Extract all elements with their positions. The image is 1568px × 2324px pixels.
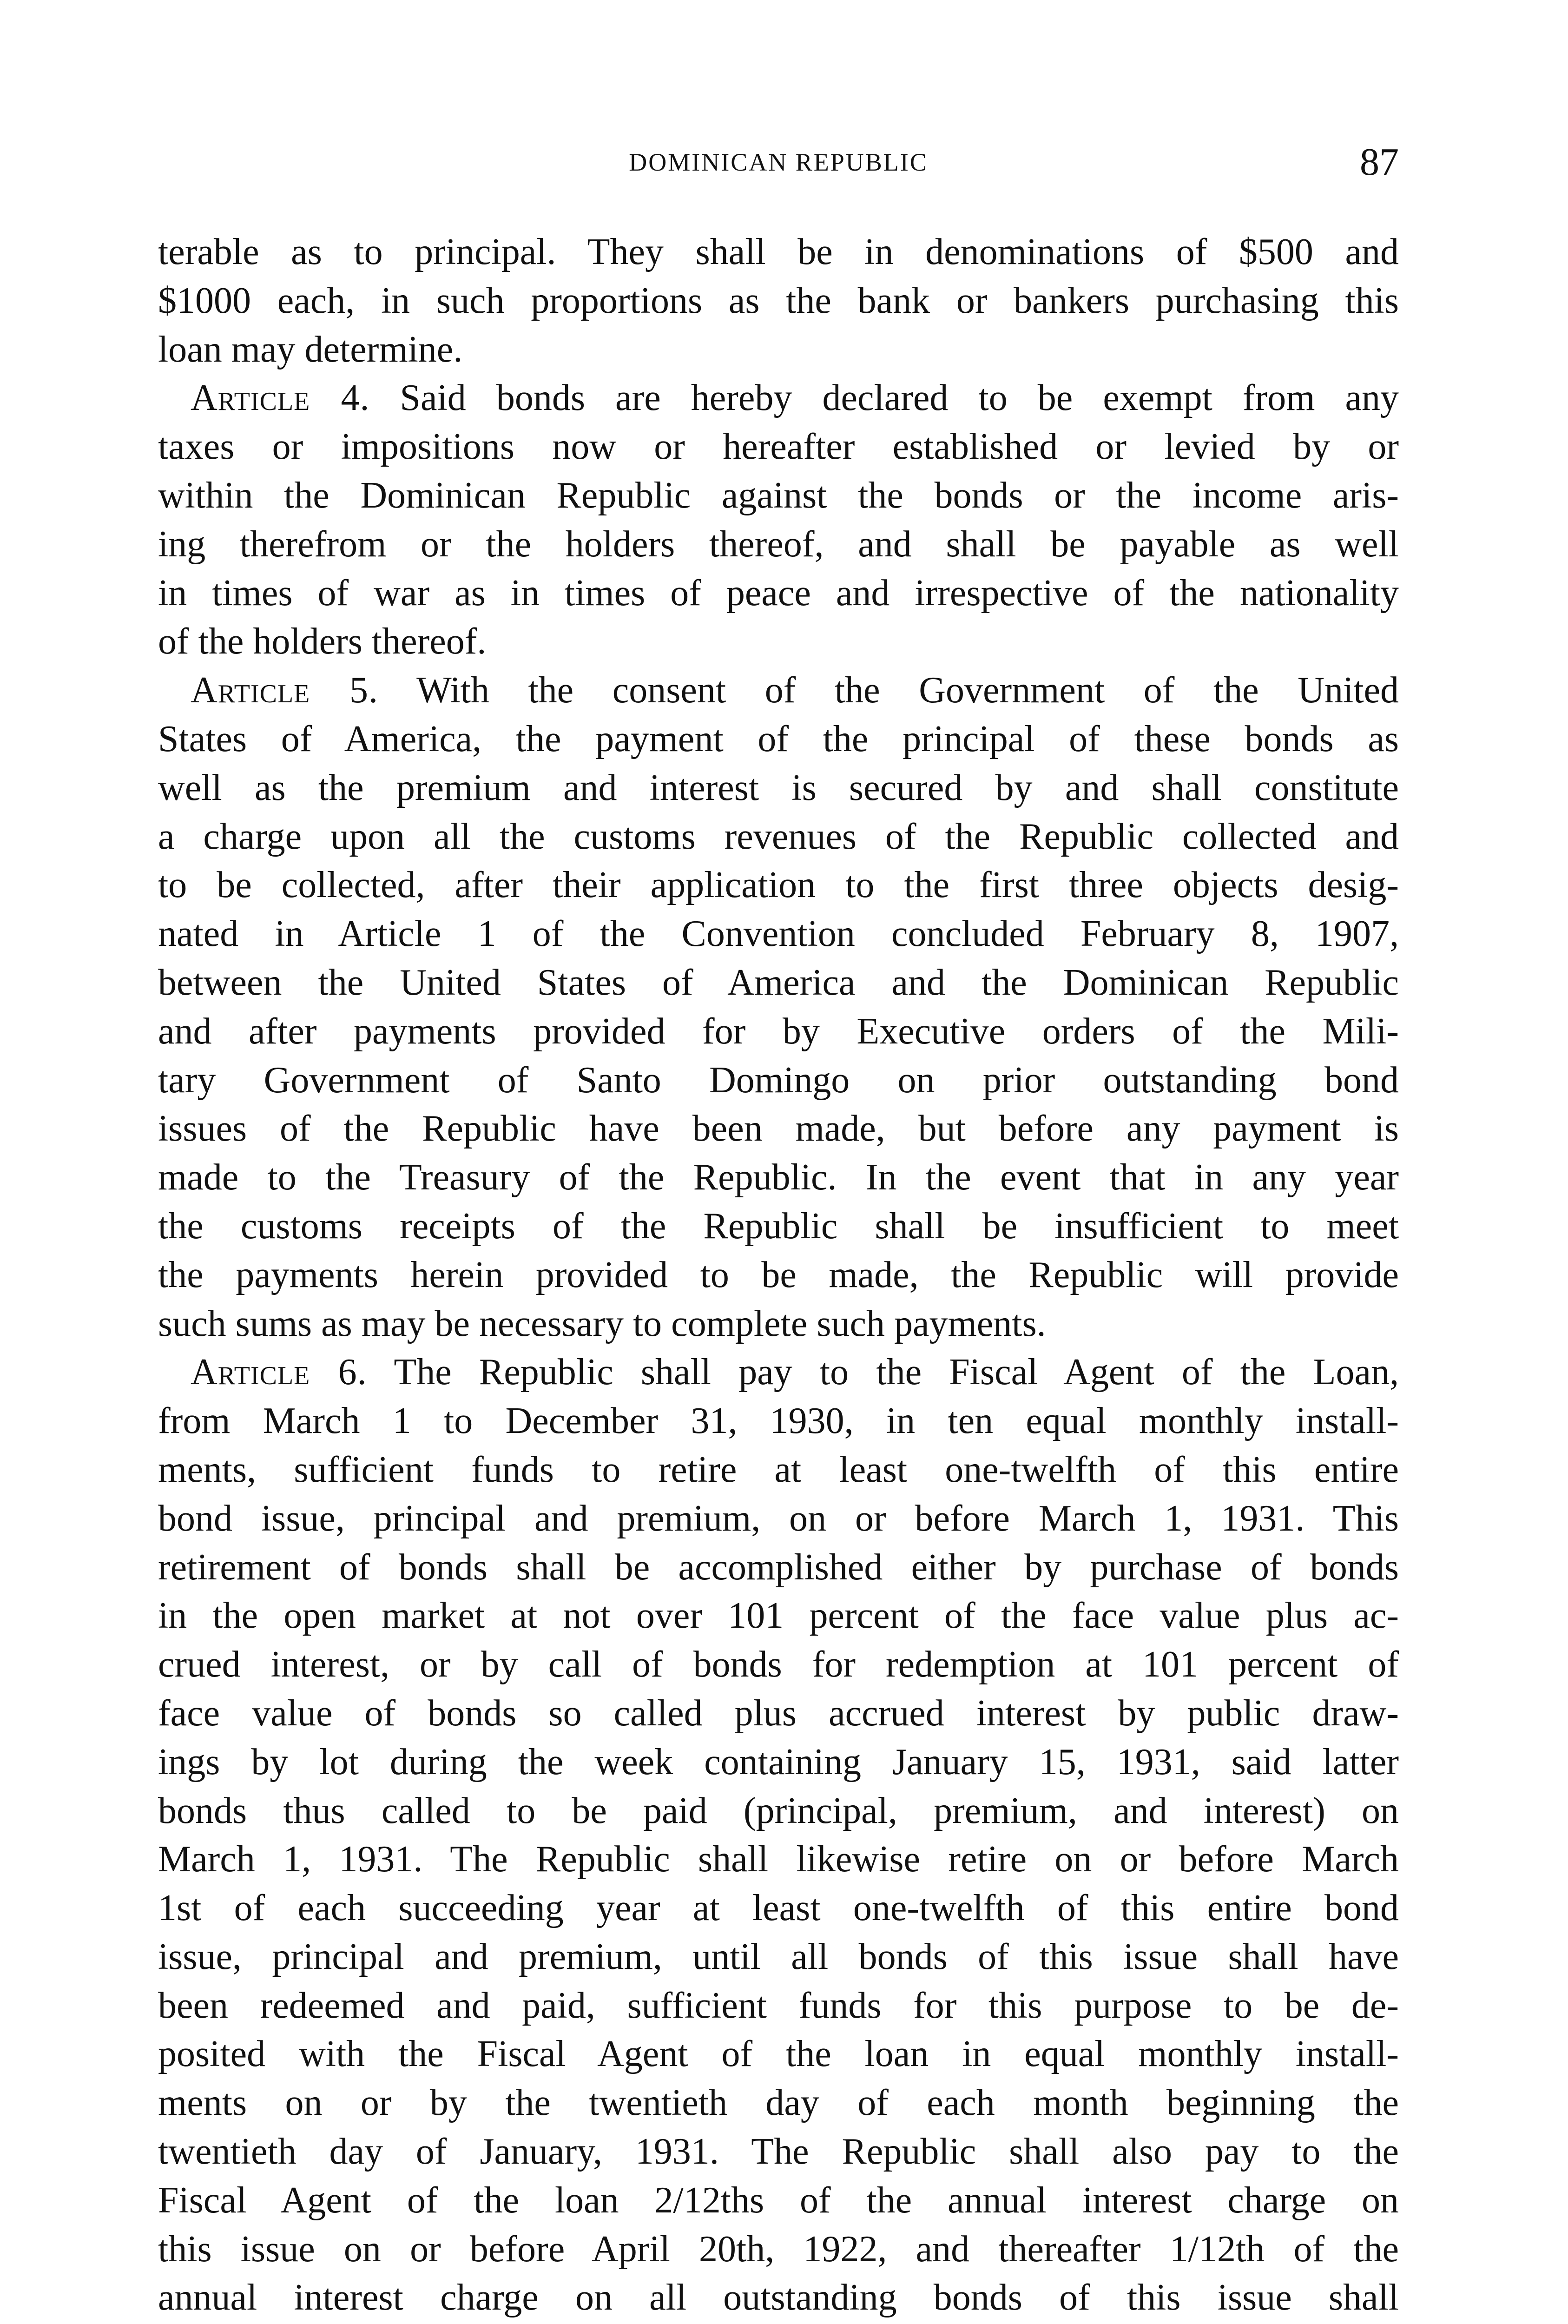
text-line: a charge upon all the customs revenues of the Republic collected and [158,816,1399,857]
text-line: Fiscal Agent of the loan 2/12ths of the annual interest charge on [158,2179,1399,2221]
article-heading: Article 6. [191,1352,367,1393]
text-line: 1st of each succeeding year at least one-twelfth of this entire bond [158,1888,1399,1929]
body-text [158,228,1399,2324]
text-line: retirement of bonds shall be accomplished either by purchase of bonds [158,1546,1399,1588]
article-heading: Article 4. [191,377,370,419]
text-line: within the Dominican Republic against the bonds or the income aris- [158,475,1399,516]
text-line: loan may determine. [158,329,463,370]
text-line: bond issue, principal and premium, on or before March 1, 1931. This [158,1498,1399,1539]
page-header [158,139,1399,195]
text-line: to be collected, after their application to the first three objects desig- [158,865,1399,906]
text-line: the customs receipts of the Republic shall be insufficient to meet [158,1205,1399,1247]
text-line: nated in Article 1 of the Convention concluded February 8, 1907, [158,913,1399,955]
text-line: of the holders thereof. [158,621,487,662]
text-line: crued interest, or by call of bonds for redemption at 101 percent of [158,1644,1399,1685]
text-line [158,374,1399,423]
text-line: issue, principal and premium, until all bonds of this issue shall have [158,1936,1399,1977]
text-line: ing therefrom or the holders thereof, and shall be payable as well [158,523,1399,565]
article-text: With the consent of the Government of the United [416,670,1399,711]
text-line: well as the premium and interest is secured by and shall constitute [158,767,1399,808]
text-line: in the open market at not over 101 percent of the face value plus ac- [158,1595,1399,1637]
text-line: twentieth day of January, 1931. The Republic shall also pay to the [158,2131,1399,2172]
text-line: ments, sufficient funds to retire at least one-twelfth of this entire [158,1449,1399,1490]
text-line: tary Government of Santo Domingo on prior outstanding bond [158,1059,1399,1101]
text-line: been redeemed and paid, sufficient funds for this purpose to be de- [158,1985,1399,2026]
text-line: such sums as may be necessary to complete such payments. [158,1303,1046,1344]
text-line: this issue on or before April 20th, 1922, and thereafter 1/12th of the [158,2228,1399,2270]
text-line: bonds thus called to be paid (principal, premium, and interest) on [158,1790,1399,1831]
text-line: between the United States of America and the Dominican Republic [158,962,1399,1003]
text-line: the payments herein provided to be made, the Republic will provide [158,1254,1399,1295]
text-line: made to the Treasury of the Republic. In the event that in any year [158,1157,1399,1198]
text-line [158,666,1399,715]
text-line: and after payments provided for by Executive orders of the Mili- [158,1010,1399,1052]
text-line: taxes or impositions now or hereafter established or levied by or [158,426,1399,468]
text-line: from March 1 to December 31, 1930, in ten equal monthly install- [158,1400,1399,1442]
text-line: posited with the Fiscal Agent of the loan in equal monthly install- [158,2034,1399,2075]
running-head: DOMINICAN REPUBLIC [629,148,928,176]
article-heading: Article 5. [191,670,378,711]
text-line: $1000 each, in such proportions as the bank or bankers purchasing this [158,280,1399,321]
text-line: States of America, the payment of the principal of these bonds as [158,718,1399,759]
page-number: 87 [1360,140,1399,184]
article-text: The Republic shall pay to the Fiscal Agent of the Loan, [394,1352,1399,1393]
text-line: in times of war as in times of peace and irrespective of the nationality [158,572,1399,614]
text-line: annual interest charge on all outstanding bonds of this issue shall [158,2277,1399,2318]
article-text: Said bonds are hereby declared to be exempt from any [400,377,1399,419]
text-line: March 1, 1931. The Republic shall likewise retire on or before March [158,1839,1399,1880]
text-line: terable as to principal. They shall be in denominations of $500 and [158,231,1399,272]
text-line: face value of bonds so called plus accrued interest by public draw- [158,1692,1399,1734]
text-line [158,2322,1399,2324]
text-line: ings by lot during the week containing January 15, 1931, said latter [158,1741,1399,1783]
text-line: ments on or by the twentieth day of each month beginning the [158,2082,1399,2124]
text-line: issues of the Republic have been made, but before any payment is [158,1108,1399,1149]
text-line [158,1348,1399,1397]
